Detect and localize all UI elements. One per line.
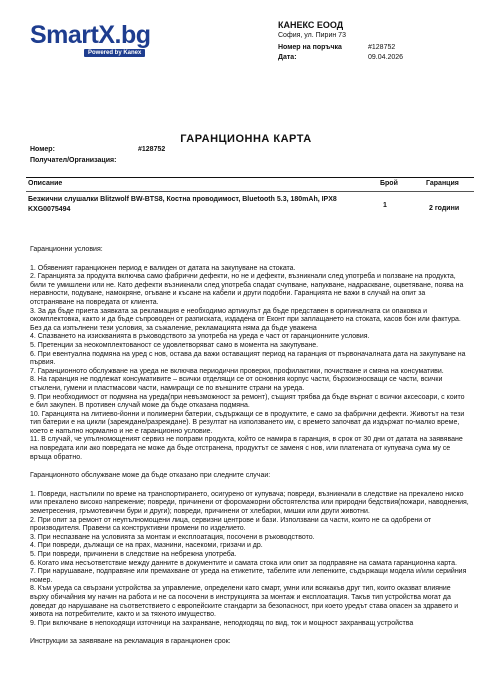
product-qty: 1 <box>383 202 387 209</box>
logo-tagline: Powered by Kanex <box>84 49 145 57</box>
refusal-item: 3. При неспазване на условията за монтаж и експлоатация, посочени в ръководството. <box>30 533 315 541</box>
refusal-item: 6. Когато има несъответствие между данните в документите и самата стока или опит за подправяне на самата гаранционна карта. <box>30 559 457 567</box>
refusal-item: 9. При включване в непоходящи източници на захранване, неподходящ по вид, ток и мощност захранващ устройства <box>30 619 414 627</box>
date-label: Дата: <box>278 54 297 61</box>
refusal-item: 8. Към уреда са свързани устройства за управление, определени като смарт, умни или всякакъв друг тип, които оказват влияние върху обичайния му начин на работа и не са посочени в инструкцията за монтаж и експлоатация. Такъв тип устройства могат да доведат до нарушаване на съответствието с европейските стандарти за безопасност, при което уредът става опасен за здравето и живота на потребителите, както и за тяхното имущество. <box>30 585 459 619</box>
smartx-logo <box>30 22 180 68</box>
refusal-item: 2. При опит за ремонт от неупълномощени лица, сервизни центрове и бази. Използвани са части, които не са одобрени от производителя. Правени са конструктивни промени по изделието. <box>30 516 432 533</box>
condition-item: 1. Обявеният гаранционен период е валиден от датата на закупуване на стоката. <box>30 264 296 272</box>
recipient-meta <box>30 144 165 166</box>
condition-item: 7. Гаранционното обслужване на уреда не включва периодични проверки, профилактики, почистване и смяна на консумативи. <box>30 367 444 375</box>
product-description <box>28 195 348 214</box>
condition-item: 3. За да бъде приета заявката за рекламация е необходимо артикулът да бъде представен в оригиналната си опаковка и окомплектовка, както и да бъде съпроводен от разписката, издадена от Еконт при заплащането на стоката, касов бон или фактура. Без да са изпълнени тези условия, за съжаление, рекламацията няма да бъде уважена <box>30 307 461 332</box>
condition-item: 10. Гаранцията на литиево-йонни и полимерни батерии, съдържащи се в продуктите, е само за фабрични дефекти. Животът на тези тип батерии е на цикли (зареждане/разреждане). В резултат на използването им, с времето започват да издържат по-малко време, което е напълно нормално и не е гаранционно условие. <box>30 410 465 435</box>
refusal-item: 7. При нарушаване, подправяне или премахване от уреда на етикетите, табелите или лепенките, съдържащи модела и/или серийния номер. <box>30 568 467 584</box>
logo-text: SmartX.bg <box>30 21 151 49</box>
condition-item: 4. Спазването на изискванията в ръководството за употреба на уреда е част от гаранционните условия. <box>30 333 370 341</box>
company-name: КАНЕКС ЕООД <box>278 20 344 30</box>
condition-item: 6. При евентуална подмяна на уред с нов, остава да важи оставащият период на гаранция от първоначалната дата на закупуване на първия. <box>30 350 466 367</box>
date-value: 09.04.2026 <box>368 54 404 61</box>
condition-item: 2. Гаранцията за продукта включва само фабрични дефекти, но не и дефекти, възникнали след употреба и ползване на продукта, били те умишлени или не. Като дефекти възникнали след употреба спадат счупване, напукване, надраскване, оцветяване, поява на неравности, подуване, намокряне, огъване и късане на кабели и други подобни. Гаранцията не важи в случай на опит за отстраняване на повредата от клиента. <box>30 273 464 306</box>
card-number-value: #128752 <box>138 146 166 153</box>
date-row <box>278 53 478 63</box>
product-name: Безжични слушалки Blitzwolf BW-BTS8, Костна проводимост, Bluetooth 5.3, 180mAh, IPX8 <box>28 196 337 203</box>
order-number-label: Номер на поръчка <box>278 44 342 51</box>
recipient-row <box>30 155 165 166</box>
col-warranty-header: Гаранция <box>426 180 459 187</box>
condition-item: 9. При необходимост от подмяна на уреда(при невъзможност за ремонт), същият трябва да бъде върнат с всички аксесоари, с които е бил закупен. В противен случай може да бъде отказана подмяна. <box>30 393 465 410</box>
conditions-heading: Гаранционни условия: <box>30 246 103 253</box>
recipient-label: Получател/Организация: <box>30 157 117 164</box>
product-table <box>26 177 474 234</box>
instructions-heading: Инструкции за заявяване на рекламация в гаранционен срок: <box>30 638 231 646</box>
refusal-heading: Гаранционното обслужване може да бъде отказано при следните случаи: <box>30 472 271 480</box>
card-number-label: Номер: <box>30 146 55 153</box>
terms-body <box>30 246 470 647</box>
col-description-header: Описание <box>28 180 63 187</box>
order-number-value: #128752 <box>368 44 396 51</box>
document-title: ГАРАНЦИОННА КАРТА <box>180 133 312 145</box>
product-warranty: 2 години <box>429 205 460 212</box>
refusal-item: 1. Повреди, настъпили по време на транспортирането, осигурено от купувача; повреди, възникнали в следствие на прекалено ниско или прекалено високо напрежение; повреди, причинени от форсмажорни обстоятелства или природни бедствия(пожари, наводнения, земетресения, гръмотевични бури и други); повреди, причинени от хлебарки, мишки или други животни. <box>30 490 469 516</box>
condition-item: 5. Претенции за неокомплектованост се удовлетворяват само в момента на закупуване. <box>30 341 319 349</box>
product-code: KXG0075494 <box>28 205 71 213</box>
condition-item: 8. На гаранция не подлежат консумативите – всички отделящи се от основния корпус части, бързоизносващи се части, всички стъклени, гумени и пластмасови части, намиращи се по външните страни на уреда. <box>30 376 443 392</box>
col-qty-header: Брой <box>380 180 398 187</box>
card-number-row <box>30 144 165 155</box>
condition-item: 11. В случай, че упълномощеният сервиз не поправи продукта, който се намира в гаранция, в срок от 30 дни от датата на заявяване на повредата или ако повредата не може да бъде отстранена, продуктът се заменя с нов, или платената от купувача сума му се връща обратно. <box>30 436 463 461</box>
company-info <box>278 20 478 63</box>
company-address: София, ул. Пирин 73 <box>278 32 346 39</box>
table-divider <box>26 191 474 192</box>
refusal-item: 5. При повреди, причинени в следствие на небрежна употреба. <box>30 551 237 558</box>
refusal-item: 4. При повреди, дължащи се на прах, мазнини, насекоми, гризачи и др. <box>30 542 263 550</box>
order-number-row <box>278 43 478 53</box>
